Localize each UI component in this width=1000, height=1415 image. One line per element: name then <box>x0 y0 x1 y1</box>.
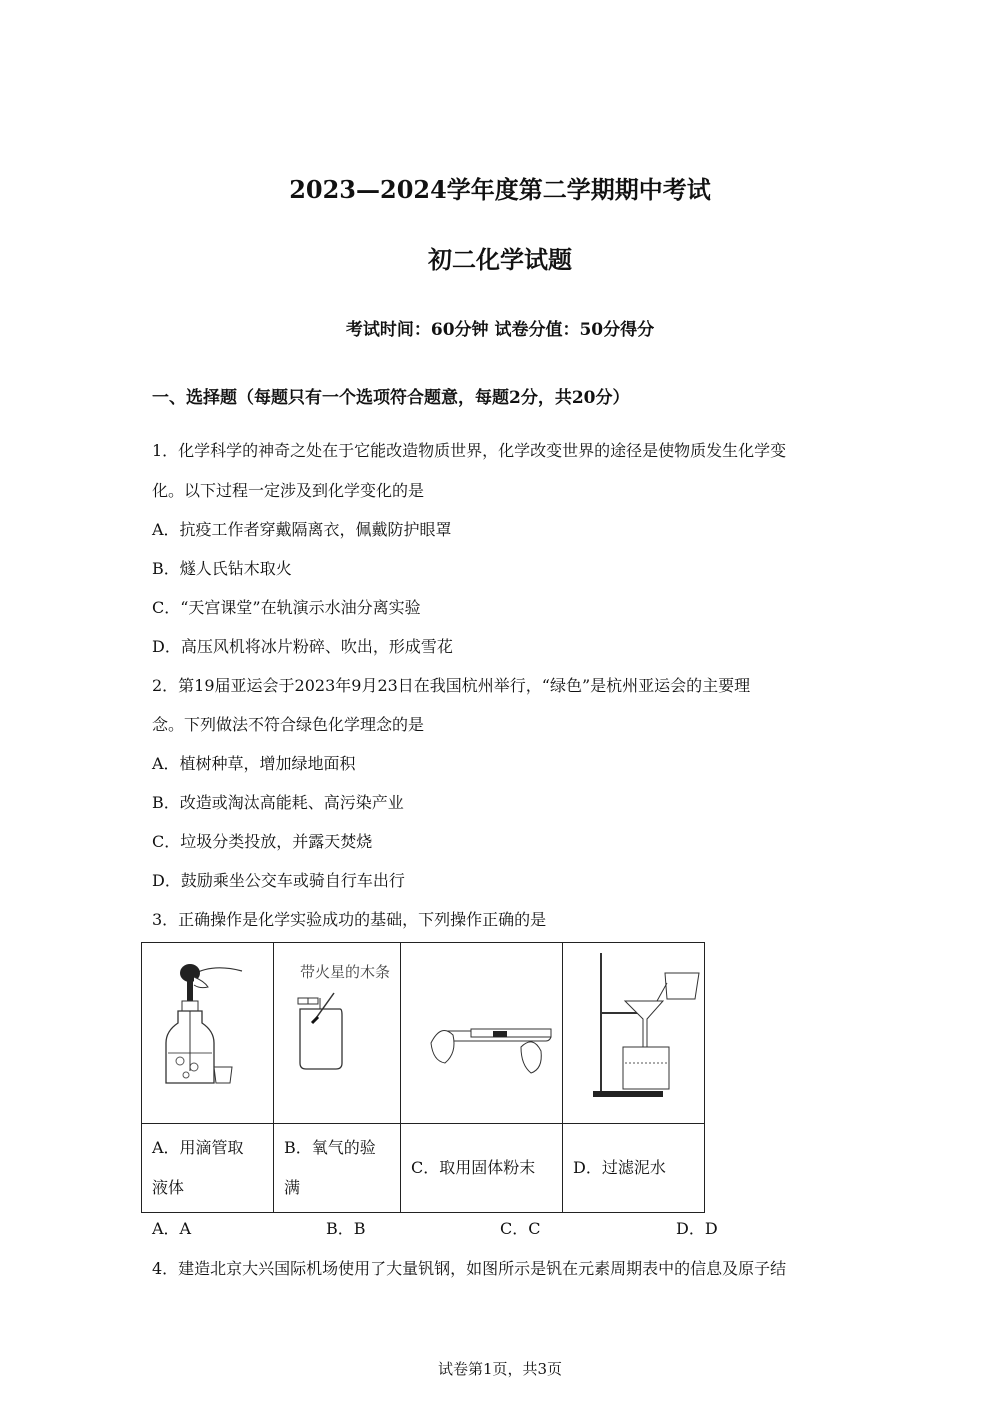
exam-title: 2023—2024学年度第二学期期中考试 <box>289 175 711 204</box>
caption-d: D．过滤泥水 <box>563 1124 705 1213</box>
q2-option-b: B．改造或淘汰高能耗、高污染产业 <box>152 793 404 812</box>
caption-a-line2: 液体 <box>152 1178 185 1197</box>
q1-stem-line2: 化。以下过程一定涉及到化学变化的是 <box>152 481 425 500</box>
filtration-image <box>563 943 705 1124</box>
glowing-splint-label: 带火星的木条 <box>300 963 391 981</box>
exam-info: 考试时间：60分钟 试卷分值：50分得分 <box>345 320 655 340</box>
q2-option-d: D．鼓励乘坐公交车或骑自行车出行 <box>152 871 405 890</box>
page-footer: 试卷第1页，共3页 <box>437 1360 563 1378</box>
powder-image <box>401 943 563 1124</box>
caption-b-line2: 满 <box>284 1178 301 1197</box>
q3-answer-c: C．C <box>500 1219 541 1238</box>
exam-subtitle: 初二化学试题 <box>428 245 572 274</box>
dropper-image <box>142 943 274 1124</box>
q3-answer-d: D．D <box>676 1219 718 1238</box>
caption-a-line1: A．用滴管取 <box>152 1138 244 1157</box>
caption-c: C．取用固体粉末 <box>401 1124 563 1213</box>
q1-option-a: A．抗疫工作者穿戴隔离衣，佩戴防护眼罩 <box>152 520 452 539</box>
q3-figure-table <box>141 942 705 1213</box>
gas-bottle-icon <box>274 943 400 1123</box>
q3-answer-a: A．A <box>152 1219 192 1238</box>
q2-stem-line2: 念。下列做法不符合绿色化学理念的是 <box>152 715 425 734</box>
caption-b <box>274 1124 401 1213</box>
q2-option-c: C．垃圾分类投放，并露天焚烧 <box>152 832 373 851</box>
q1-option-d: D．高压风机将冰片粉碎、吹出，形成雪花 <box>152 637 453 656</box>
q1-option-b: B．燧人氏钻木取火 <box>152 559 292 578</box>
q2-option-a: A．植树种草，增加绿地面积 <box>152 754 356 773</box>
q3-stem: 3．正确操作是化学实验成功的基础，下列操作正确的是 <box>152 910 547 929</box>
q4-stem-line1: 4．建造北京大兴国际机场使用了大量钒钢，如图所示是钒在元素周期表中的信息及原子结 <box>152 1259 787 1278</box>
q1-option-c: C．“天宫课堂”在轨演示水油分离实验 <box>152 598 421 617</box>
caption-b-line1: B．氧气的验 <box>284 1138 376 1157</box>
q1-stem-line1: 1．化学科学的神奇之处在于它能改造物质世界，化学改变世界的途径是使物质发生化学变 <box>152 441 787 460</box>
filter-stand-icon <box>563 943 704 1123</box>
test-tube-icon <box>401 943 562 1123</box>
q3-answer-b: B．B <box>326 1219 366 1238</box>
section-heading: 一、选择题（每题只有一个选项符合题意，每题2分，共20分） <box>152 388 630 408</box>
dropper-bottle-icon <box>142 943 273 1123</box>
oxygen-test-image <box>274 943 401 1124</box>
caption-a <box>142 1124 274 1213</box>
q2-stem-line1: 2．第19届亚运会于2023年9月23日在我国杭州举行，“绿色”是杭州亚运会的主要理 <box>152 676 751 695</box>
